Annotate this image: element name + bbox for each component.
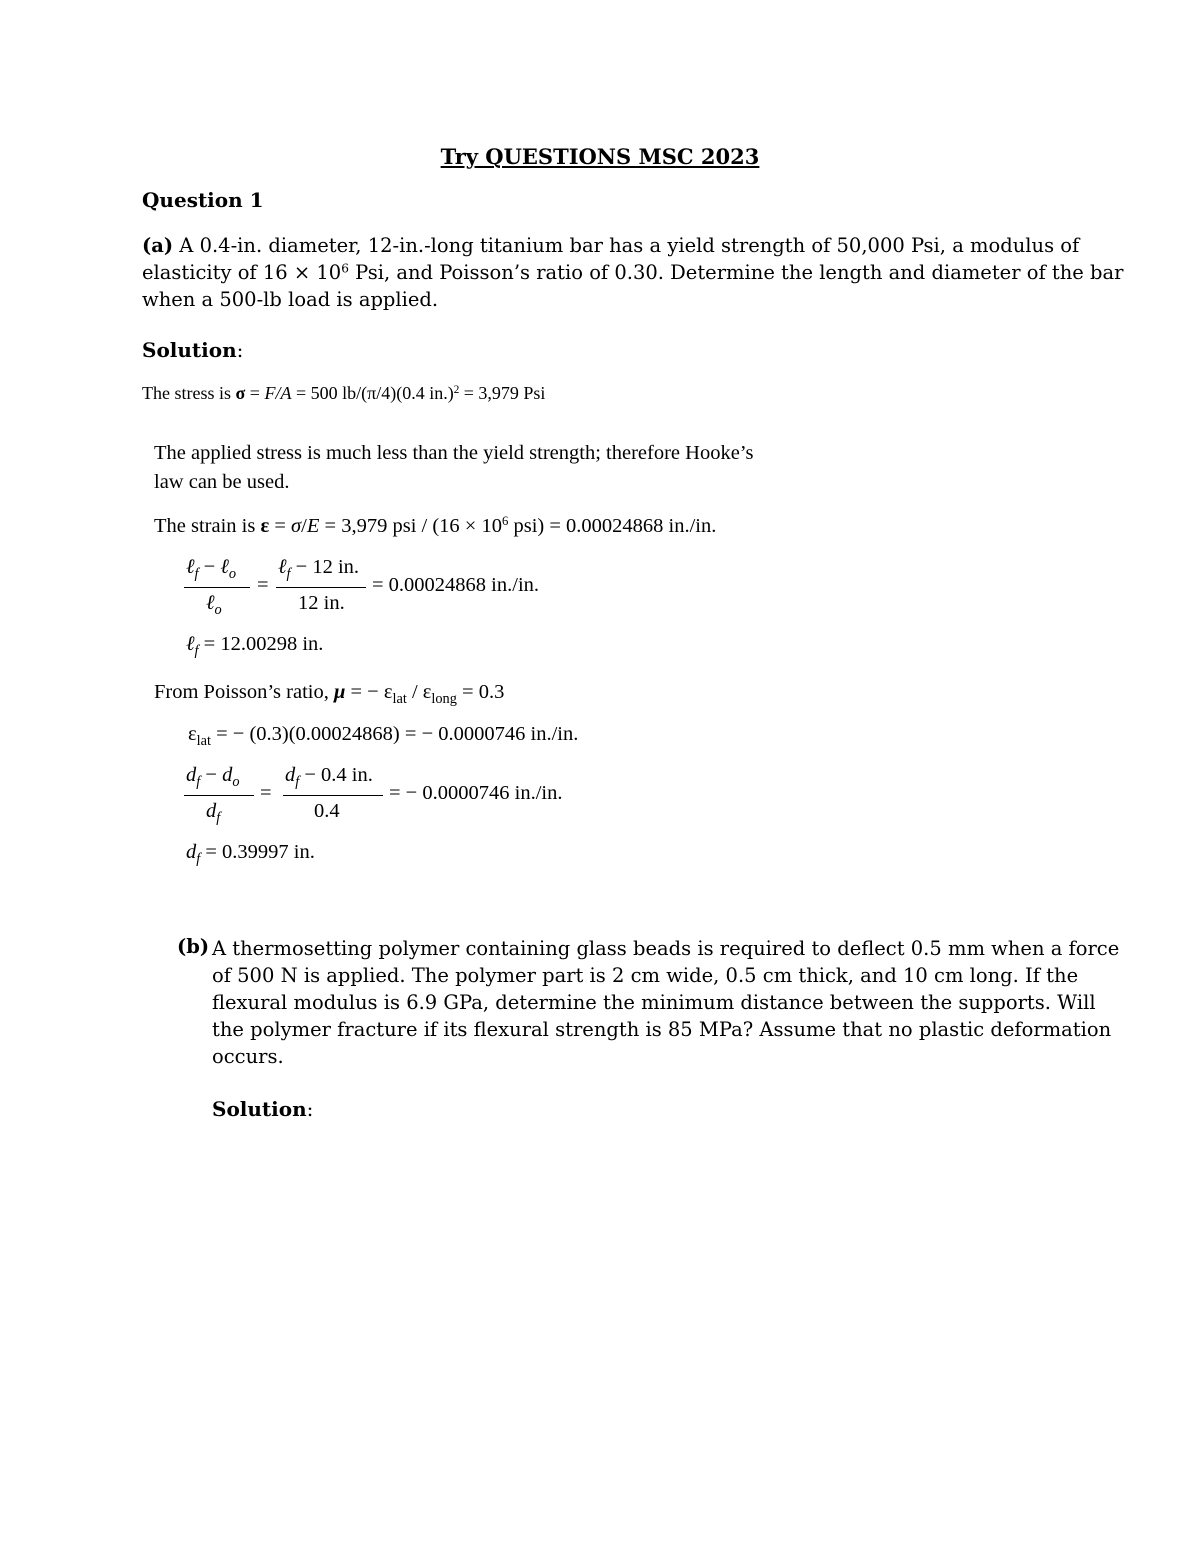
frac2-numerator-left: $d_f - d_o$ bbox=[186, 764, 240, 791]
hooke-line-2: law can be used. bbox=[154, 471, 290, 493]
part-a-line-1: A 0.4-in. diameter, 12-in.-long titanium bar has a yield strength of 50,000 Psi, a modulus of bbox=[179, 234, 1080, 257]
frac1-denominator-left: ℓ$_o$ bbox=[206, 592, 222, 619]
part-a-line-2-post: Psi, and Poisson’s ratio of 0.30. Determine the length and diameter of the bar bbox=[348, 261, 1124, 284]
frac2-equals: = bbox=[260, 782, 272, 804]
stress-line: The stress is σ = F/A = 500 lb/(π/4)(0.4 in.)$^2$ = 3,979 Psi bbox=[142, 383, 546, 403]
strain-line: The strain is ε = σ/E = 3,979 psi / ($16 \times 10^6$ psi) = 0.00024868 in./in. bbox=[154, 514, 717, 537]
part-a-label: (a) bbox=[142, 234, 174, 257]
part-a-line-2-pre: elasticity of 16 × 10 bbox=[142, 261, 342, 284]
frac2-result: = − 0.0000746 in./in. bbox=[389, 782, 563, 804]
hooke-text bbox=[154, 439, 753, 497]
diameter-final-result: $d_f = 0.39997$ in. bbox=[186, 841, 315, 868]
question-1-heading: Question 1 bbox=[142, 188, 264, 212]
frac2-denominator-right: 0.4 bbox=[314, 800, 340, 822]
solution-label-a: Solution: bbox=[142, 338, 244, 362]
part-a-line-3: when a 500-lb load is applied. bbox=[142, 288, 439, 311]
part-b-text bbox=[212, 935, 1119, 1070]
frac1-result: = 0.00024868 in./in. bbox=[372, 574, 540, 596]
frac2-numerator-right: $d_f - 0.4$ in. bbox=[285, 764, 373, 791]
part-b-line-5: occurs. bbox=[212, 1045, 284, 1068]
lateral-strain-line: $\varepsilon_{lat}$ = − (0.3)(0.00024868) = − 0.0000746 in./in. bbox=[188, 723, 579, 750]
part-b-line-2: of 500 N is applied. The polymer part is 2 cm wide, 0.5 cm thick, and 10 cm long. If the bbox=[212, 964, 1079, 987]
part-b-line-3: flexural modulus is 6.9 GPa, determine the minimum distance between the supports. Will bbox=[212, 991, 1096, 1014]
frac1-denominator-right: 12 in. bbox=[298, 592, 345, 614]
hooke-line-1: The applied stress is much less than the yield strength; therefore Hooke’s bbox=[154, 442, 754, 464]
frac1-equals: = bbox=[257, 574, 269, 596]
frac2-denominator-left: $d_f$ bbox=[206, 800, 221, 827]
part-b-line-1: A thermosetting polymer containing glass beads is required to deflect 0.5 mm when a force bbox=[212, 937, 1120, 960]
part-a-line-2-sup: 6 bbox=[341, 261, 349, 276]
frac1-numerator-left: ℓ$_f$ − ℓ$_o$ bbox=[186, 556, 237, 583]
solution-label-b: Solution: bbox=[212, 1097, 314, 1121]
poisson-line: From Poisson’s ratio, μ = − $\varepsilon_{lat} / \varepsilon_{long} = 0.3$ bbox=[154, 681, 505, 708]
frac2-bar-right bbox=[283, 795, 383, 796]
page-title: Try QUESTIONS MSC 2023 bbox=[440, 144, 760, 169]
frac1-bar-right bbox=[276, 587, 366, 588]
frac1-numerator-right: ℓ$_f$ − 12 in. bbox=[278, 556, 360, 583]
length-final-result: ℓ$_f$ = 12.00298 in. bbox=[186, 633, 324, 660]
part-b-label: (b) bbox=[177, 935, 210, 958]
frac1-bar-left bbox=[184, 587, 250, 588]
part-b-line-4: the polymer fracture if its flexural strength is 85 MPa? Assume that no plastic deformation bbox=[212, 1018, 1112, 1041]
frac2-bar-left bbox=[184, 795, 254, 796]
part-a-text bbox=[142, 232, 1123, 313]
